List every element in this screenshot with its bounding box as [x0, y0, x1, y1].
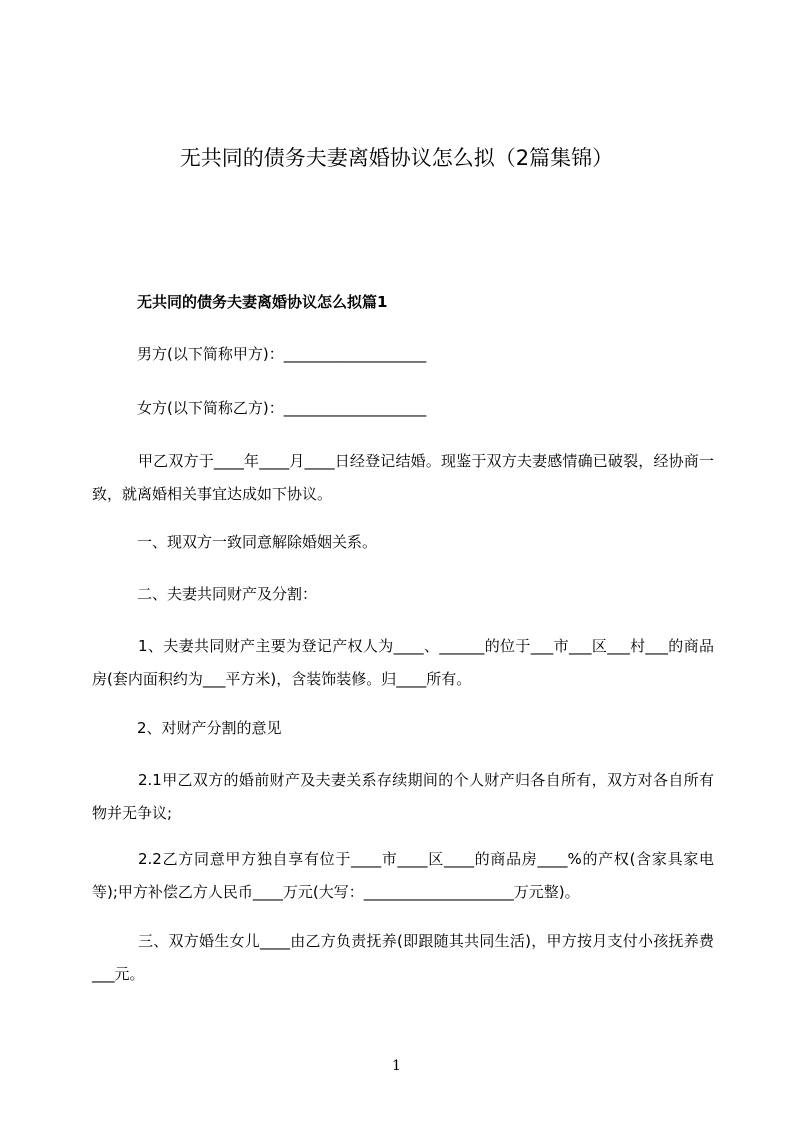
clause-1: 一、现双方一致同意解除婚姻关系。 [137, 533, 378, 551]
clause-2-2-1-paragraph: 2.1甲乙双方的婚前财产及夫妻关系存续期间的个人财产归各自所有，双方对各自所有物并无争议; [92, 771, 714, 822]
section-heading: 无共同的债务夫妻离婚协议怎么拟篇1 [137, 293, 388, 311]
party-female-line: 女方(以下简称乙方)：___________________ [137, 399, 427, 417]
page-number: 1 [392, 1058, 401, 1074]
clause-2-1-paragraph: 1、夫妻共同财产主要为登记产权人为____、______的位于___市___区___村___的商品房(套内面积约为___平方米)，含装饰装修。归____所有。 [92, 637, 714, 688]
clause-3-paragraph: 三、双方婚生女儿____由乙方负责抚养(即跟随其共同生活)，甲方按月支付小孩抚养费___元。 [92, 932, 714, 983]
clause-2: 二、夫妻共同财产及分割： [137, 585, 318, 603]
document-title: 无共同的债务夫妻离婚协议怎么拟（2篇集锦） [179, 146, 614, 170]
intro-paragraph: 甲乙双方于____年____月____日经登记结婚。现鉴于双方夫妻感情确已破裂，经协商一致，就离婚相关事宜达成如下协议。 [92, 452, 714, 503]
party-male-line: 男方(以下简称甲方)：___________________ [137, 345, 427, 363]
clause-2-2-2-paragraph: 2.2乙方同意甲方独自享有位于____市____区____的商品房____%的产权(含家具家电等);甲方补偿乙方人民币____万元(大写：____________________万元整)。 [92, 850, 714, 901]
clause-2-2: 2、对财产分割的意见 [137, 719, 282, 737]
